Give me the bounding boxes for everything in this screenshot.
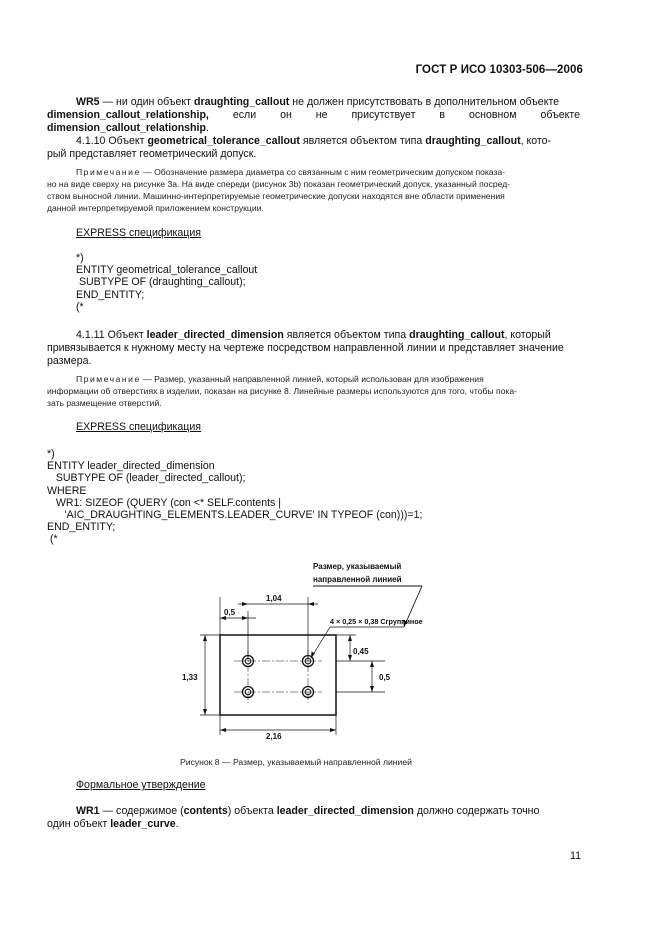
dim-top-label: 1,04 — [266, 594, 282, 603]
entity-name: leader_directed_dimension — [146, 329, 284, 341]
hole-spec-label: 4 × 0,25 × 0,38 Сгруппиное — [330, 617, 423, 626]
text: является объектом типа — [299, 135, 426, 147]
note-label: Примечание — [76, 374, 141, 384]
plate-outline — [220, 635, 336, 715]
wr5-line1 — [76, 95, 559, 109]
text: должно содержать точно — [413, 805, 540, 817]
wr5-label: WR5 — [76, 96, 100, 108]
entity-name: leader_directed_dimension — [276, 805, 414, 817]
word: основном — [468, 109, 517, 121]
text: Объект — [104, 329, 147, 341]
dim-right-label: 0,5 — [379, 673, 391, 682]
text: — Обозначение размера диаметра со связанным с ним геометрическим допуском показа- — [140, 167, 506, 177]
entity-name: contents — [183, 805, 228, 817]
text: один объект — [47, 818, 111, 830]
entity-name: draughting_callout — [193, 96, 290, 108]
entity-name: geometrical_tolerance_callout — [147, 135, 300, 147]
note2-line1 — [76, 374, 484, 385]
dim-height-label: 1,33 — [182, 673, 198, 682]
word: если — [232, 109, 257, 121]
word: присутствует — [351, 109, 416, 121]
clause-number: 4.1.10 — [76, 135, 106, 147]
word: в — [439, 109, 446, 121]
note2-line3: зать размещение отверстий. — [47, 398, 162, 408]
leader-label-line2: направленной линией — [313, 575, 402, 584]
note1-line3: ством выносной линии. Машинно-интерпретируемые геометрические допуски находятся вне области применения — [47, 191, 505, 201]
arrowhead — [370, 686, 374, 692]
note1-line1 — [76, 167, 505, 178]
note-label: Примечание — [76, 167, 141, 177]
text: не должен присутствовать в дополнительном объекте — [289, 96, 560, 108]
formal-heading: Формальное утверждение — [76, 779, 206, 791]
text: Объект — [105, 135, 148, 147]
word: объекте — [540, 109, 580, 121]
text: — ни один объект — [99, 96, 194, 108]
clause-number: 4.1.11 — [76, 329, 105, 341]
arrowhead — [348, 635, 352, 641]
word: он — [280, 109, 292, 121]
arrowhead — [242, 602, 248, 606]
wr5-line2 — [47, 108, 580, 122]
text: , кото- — [520, 135, 552, 147]
dim-left-label: 0,5 — [224, 608, 236, 617]
formal-wr1-line2 — [47, 817, 179, 831]
entity-name: dimension_callout_relationship — [47, 122, 206, 134]
wr5-line3 — [47, 121, 209, 135]
text: — содержимое ( — [99, 805, 184, 817]
arrowhead — [308, 602, 314, 606]
arrowhead — [330, 728, 336, 732]
note2-line2: информации об отверстиях в изделии, показан на рисунке 8. Линейные размеры используются для того, чтобы пока- — [47, 386, 518, 396]
express-heading-1: EXPRESS спецификация — [76, 227, 202, 239]
document-header: ГОСТ Р ИСО 10303-506—2006 — [415, 64, 583, 76]
text: . — [205, 122, 209, 134]
wr1-label: WR1 — [76, 805, 100, 817]
clause-4-1-10-line1 — [76, 134, 551, 148]
arrowhead — [348, 655, 352, 661]
clause-4-1-11-line2: привязывается к нужному месту на чертеже посредством направленной линии и представляет значение — [47, 342, 564, 354]
arrowhead — [220, 728, 226, 732]
arrowhead — [203, 709, 207, 715]
arrowhead — [242, 616, 248, 620]
express-code-1: *) ENTITY geometrical_tolerance_callout SUBTYPE OF (draughting_callout); END_ENTITY; (* — [76, 252, 258, 313]
note1-line4: данной интерпретируемой приложением конструкции. — [47, 203, 264, 213]
figure-caption: Рисунок 8 — Размер, указываемый направленной линией — [180, 757, 412, 767]
entity-name: draughting_callout — [425, 135, 521, 147]
dim-right-top-label: 0,45 — [353, 647, 369, 656]
formal-wr1-line1 — [76, 804, 539, 818]
dim-bottom-label: 2,16 — [266, 732, 282, 741]
clause-4-1-10-line2: рый представляет геометрический допуск. — [47, 148, 257, 160]
clause-4-1-11-line3: размера. — [47, 355, 92, 367]
word: не — [315, 109, 328, 121]
text: . — [175, 818, 179, 830]
clause-4-1-11-line1 — [76, 328, 551, 342]
arrowhead — [203, 635, 207, 641]
note1-line2: но на виде сверху на рисунке 3а. На виде спереди (рисунок 3b) показан геометрический допуск, указанный посред- — [47, 179, 511, 189]
arrowhead — [370, 661, 374, 667]
figure-8-drawing — [180, 555, 440, 755]
leader-label-line1: Размер, указываемый — [313, 562, 402, 571]
page-number: 11 — [570, 850, 581, 862]
express-heading-2: EXPRESS спецификация — [76, 421, 202, 433]
text: является объектом типа — [283, 329, 410, 341]
text: , который — [504, 329, 551, 341]
express-code-2: *) ENTITY leader_directed_dimension SUBTYPE OF (leader_directed_callout); WHERE WR1: SIZEOF (QUERY (con <* SELF.contents | 'AIC_DRAUGHTING_ELEMENTS.LEADER_CURVE' IN TYPEOF (con)))=1; END_ENTITY; (* — [47, 448, 423, 546]
entity-name: draughting_callout — [409, 329, 505, 341]
text: ) объекта — [227, 805, 277, 817]
text: — Размер, указанный направленной линией, который использован для изображения — [140, 374, 484, 384]
entity-name: leader_curve — [110, 818, 176, 830]
entity-name: dimension_callout_relationship, — [47, 109, 209, 121]
